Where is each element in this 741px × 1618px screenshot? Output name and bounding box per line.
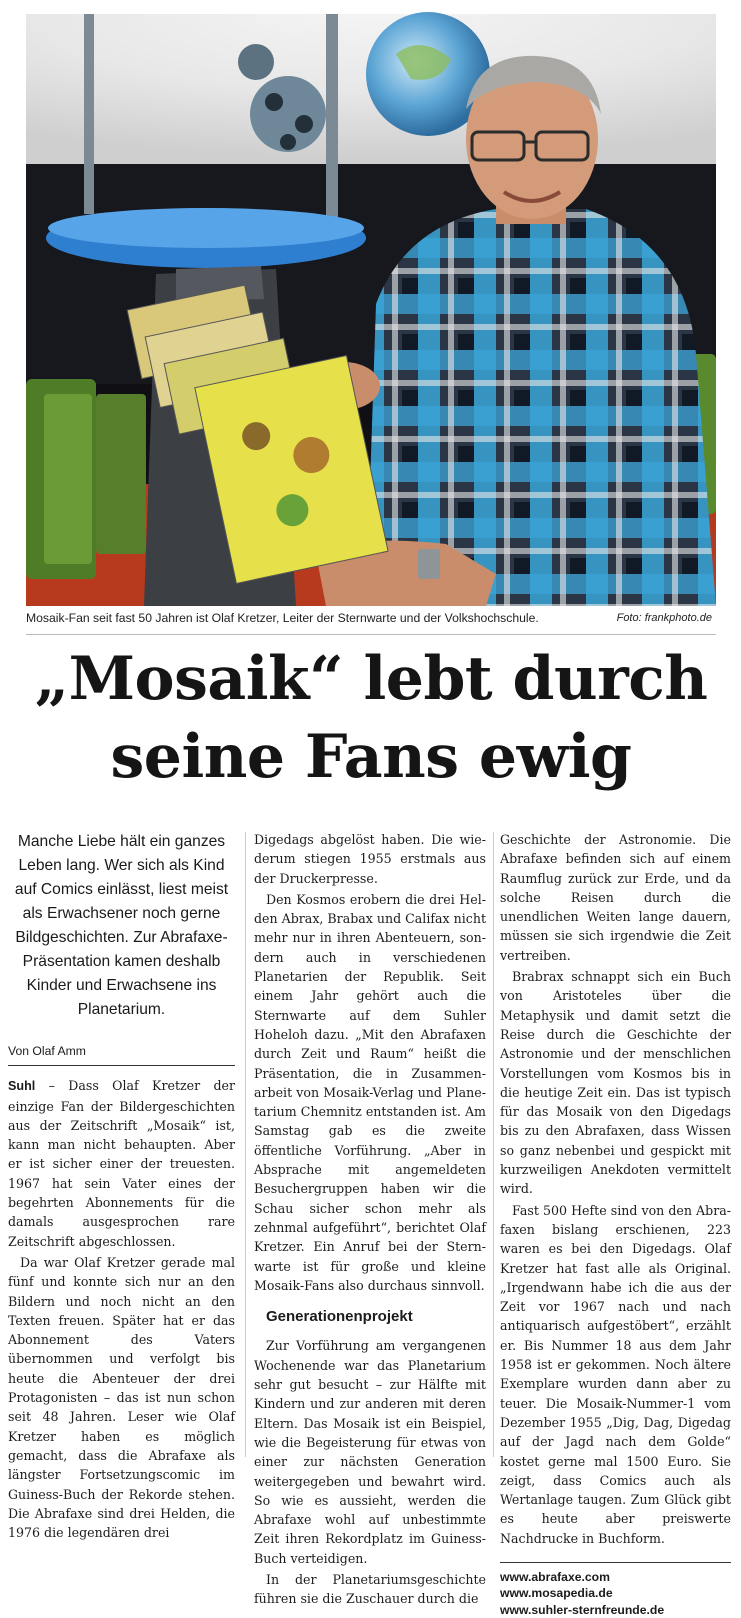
- article-photo: [26, 14, 716, 606]
- headline-line-1: „Mosaik“ lebt durch: [34, 644, 708, 714]
- paragraph: Fast 500 Hefte sind von den Abrafaxen bislang erschienen, 223 waren es bei den Digedags. Olaf Kretzer hat fast alle als Original. „Irgendwann habe ich die aus der Zeit vor 1967 nach und nach antiquarisch aufgestöbert“, erzählt er. Bis Nummer 18 aus dem Jahr 1958 ist er gekommen. Noch ältere Exemplare wurden dann aber zu teuer. Die Mosaik-Nummer-1 vom Dezember 1955 „Dig, Dag, Digedag auf der Jagd nach dem Golde“ kostet gerne mal 1500 Euro. Sie zeigt, dass Comics auch als Wertanlage taugen. Zum Glück gibt es heute aber preiswerte Nachdrucke in Buchform.: [500, 1202, 731, 1546]
- paragraph: Digedags abgelöst haben. Die wiederum stiegen 1955 erstmals aus der Druckerpresse.: [254, 832, 486, 886]
- paragraph: Den Kosmos erobern die drei Helden Abrax, Brabax und Califax nicht mehr nur in ihren Abenteuern, sondern auch in verschiedenen Planetarien der Republik. Seit einem Jahr gehört auch die Sternwarte auf dem Suhler Hoheloh dazu. „Mit den Abrafaxen durch Zeit und Raum“ heißt die Präsentation, die in Zusammenarbeit von Mosaik-Verlag und Planetarium Chemnitz entstanden ist. Am Samstag gab es die zweite öffentliche Vorführung. „Aber in Absprache mit angemeldeten Besuchergruppen haben wir die Schau sicher schon mehr als zehnmal aufgeführt“, berichtet Olaf Kretzer. Ein Anruf bei der Sternwarte ist für große und kleine Mosaik-Fans also durchaus sinnvoll.: [254, 891, 487, 1293]
- caption-rule: [26, 634, 716, 635]
- caption-text: Mosaik-Fan seit fast 50 Jahren ist Olaf Kretzer, Leiter der Sternwarte und der Volkshochschule.: [26, 611, 539, 625]
- paragraph-text: – Dass Olaf Kretzer der einzige Fan der Bildergeschichten aus der Zeitschrift „Mosaik“ ist, kann man nicht behaupten. Aber er ist sicher einer der treuesten. 1967 hat sein Vater eines der begehrten Abonnements für die damals ausgesprochen rare Zeitschrift abgeschlossen.: [8, 1078, 235, 1249]
- paragraph: Brabrax schnappt sich ein Buch von Aristoteles über die Metaphysik und damit setzt die Reise durch die Geschichte der Astronomie und der menschlichen Vorstellungen vom Kosmos bis in die heutige Zeit ein. Das ist typisch für das Mosaik von den Digedags bis zu den Abrafaxen, dass Wissen so ganz nebenbei und gespickt mit kurzweiligen Anekdoten vermittelt wird.: [500, 969, 731, 1197]
- paragraph: Zur Vorführung am vergangenen Wochenende war das Planetarium sehr gut besucht – zur Hälfte mit Kindern und zur anderen mit deren Eltern. Das Mosaik ist ein Beispiel, wie die Begeisterung für etwas von einer zur nächsten Generation weitergegeben und bewahrt wird. So wie es aussieht, werden die Abrafaxe wohl auf unbestimmte Zeit ihren Rekordplatz im Guiness-Buch verteidigen.: [254, 1338, 486, 1566]
- article-column-2: [254, 830, 486, 1611]
- lead-paragraph: Manche Liebe hält ein ganzes Leben lang. Wer sich als Kind auf Comics einlässt, liest meist als Erwachsener noch gerne Bildgeschichten. Zur Abrafaxe-Präsentation kamen deshalb Kinder und Erwachsene ins Planetarium.: [14, 833, 229, 1018]
- dateline: Suhl: [8, 1079, 36, 1094]
- link-mosapedia[interactable]: www.mosapedia.de: [500, 1586, 613, 1601]
- subheading: Generationenprojekt: [266, 1308, 413, 1326]
- article-column-3: [500, 830, 731, 1618]
- column-divider: [245, 832, 246, 1457]
- article-column-1: [8, 830, 235, 1544]
- paragraph: Geschichte der Astronomie. Die Abrafaxe befinden sich auf einem Raumflug zurück zur Erde, und da solche Reisen durch die unendlichen Weiten lange dauern, müssen sie sich irgendwie die Zeit vertreiben.: [500, 832, 731, 963]
- photo-credit: Foto: frankphoto.de: [616, 612, 712, 624]
- link-sternfreunde[interactable]: www.suhler-sternfreunde.de: [500, 1602, 665, 1617]
- column-divider: [493, 832, 494, 1457]
- photo-caption: [26, 611, 716, 631]
- web-links: [500, 1562, 731, 1618]
- paragraph: [8, 1076, 235, 1251]
- photo-man-with-comics: [26, 14, 716, 606]
- headline-line-2: seine Fans ewig: [110, 722, 632, 792]
- byline: Von Olaf Amm: [8, 1042, 235, 1066]
- link-abrafaxe[interactable]: www.abrafaxe.com: [500, 1569, 610, 1584]
- paragraph: Da war Olaf Kretzer gerade mal fünf und konnte sich nur an den Bildern und noch nicht an den Texten freuen. Später hat er das Abonnement des Vaters übernommen und verfolgt bis heute die Abenteuer der drei Protagonisten – das ist nun schon seit 48 Jahren. Leser wie Olaf Kretzer haben es möglich gemacht, dass die Abrafaxe als längster Fortsetzungscomic im Guiness-Buch der Rekorde stehen. Die Abrafaxe sind drei Helden, die 1976 die legendären drei: [8, 1254, 235, 1541]
- paragraph: In der Planetariumsgeschichte führen sie die Zuschauer durch die: [254, 1571, 486, 1607]
- article-headline: [26, 640, 716, 796]
